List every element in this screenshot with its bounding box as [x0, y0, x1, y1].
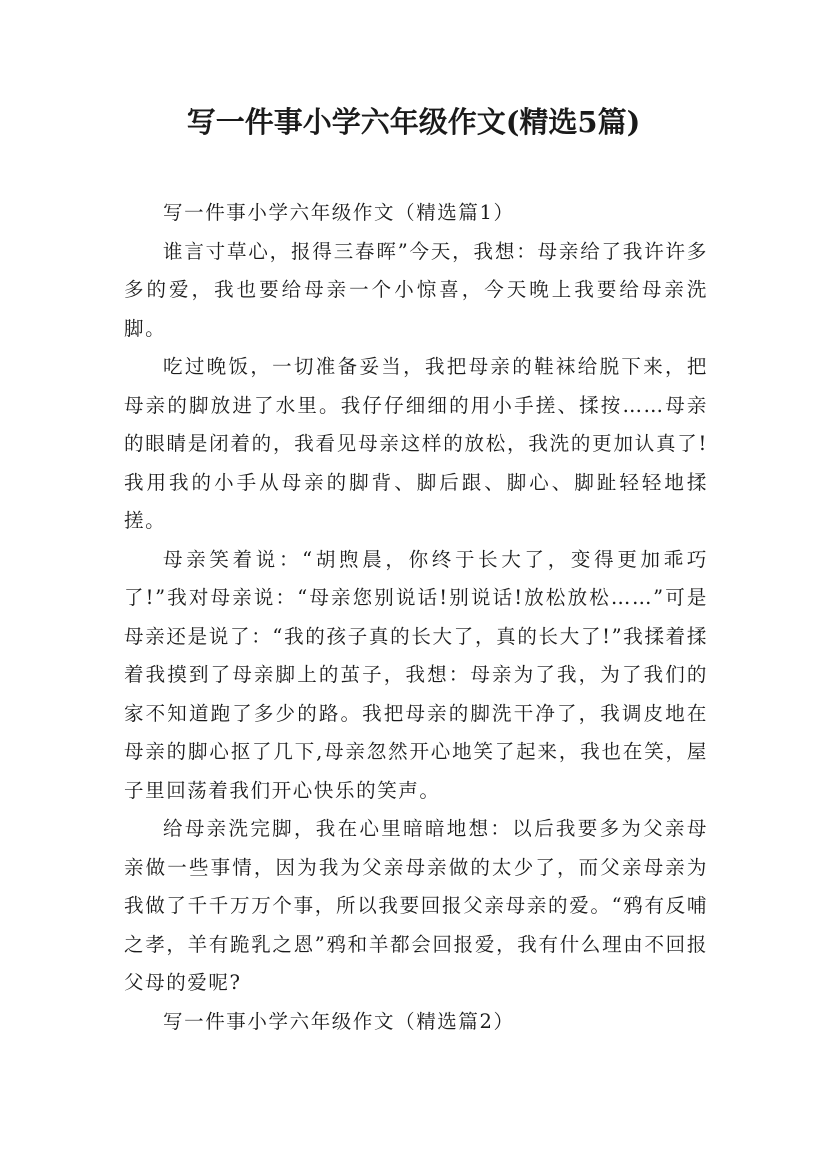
paragraph-4: 给母亲洗完脚，我在心里暗暗地想：以后我要多为父亲母亲做一些事情，因为我为父亲母亲做的太少了，而父亲母亲为我做了千千万万个事，所以我要回报父亲母亲的爱。“鸦有反哺之孝，羊有跪乳之恩”鸦和羊都会回报爱，我有什么理由不回报父母的爱呢? — [124, 817, 708, 994]
paragraph-1: 谁言寸草心，报得三春晖”今天，我想：母亲给了我许许多多的爱，我也要给母亲一个小惊喜，今天晚上我要给母亲洗脚。 — [124, 239, 708, 340]
section-heading-1: 写一件事小学六年级作文（精选篇1） — [163, 201, 515, 224]
paragraph-2: 吃过晚饭，一切准备妥当，我把母亲的鞋袜给脱下来，把母亲的脚放进了水里。我仔仔细细的用小手搓、揉按……母亲的眼睛是闭着的，我看见母亲这样的放松，我洗的更加认真了!我用我的小手从母亲的脚背、脚后跟、脚心、脚趾轻轻地揉搓。 — [124, 355, 708, 532]
document-body — [124, 194, 708, 1041]
section-heading-2: 写一件事小学六年级作文（精选篇2） — [163, 1009, 515, 1033]
document-title: 写一件事小学六年级作文(精选5篇) — [186, 105, 641, 139]
paragraph-3: 母亲笑着说：“胡煦晨，你终于长大了，变得更加乖巧了!”我对母亲说：“母亲您别说话!别说话!放松放松……”可是母亲还是说了：“我的孩子真的长大了，真的长大了!”我揉着揉着我摸到了母亲脚上的茧子，我想：母亲为了我，为了我们的家不知道跑了多少的路。我把母亲的脚洗干净了，我调皮地在母亲的脚心抠了几下,母亲忽然开心地笑了起来，我也在笑，屋子里回荡着我们开心快乐的笑声。 — [124, 547, 708, 802]
